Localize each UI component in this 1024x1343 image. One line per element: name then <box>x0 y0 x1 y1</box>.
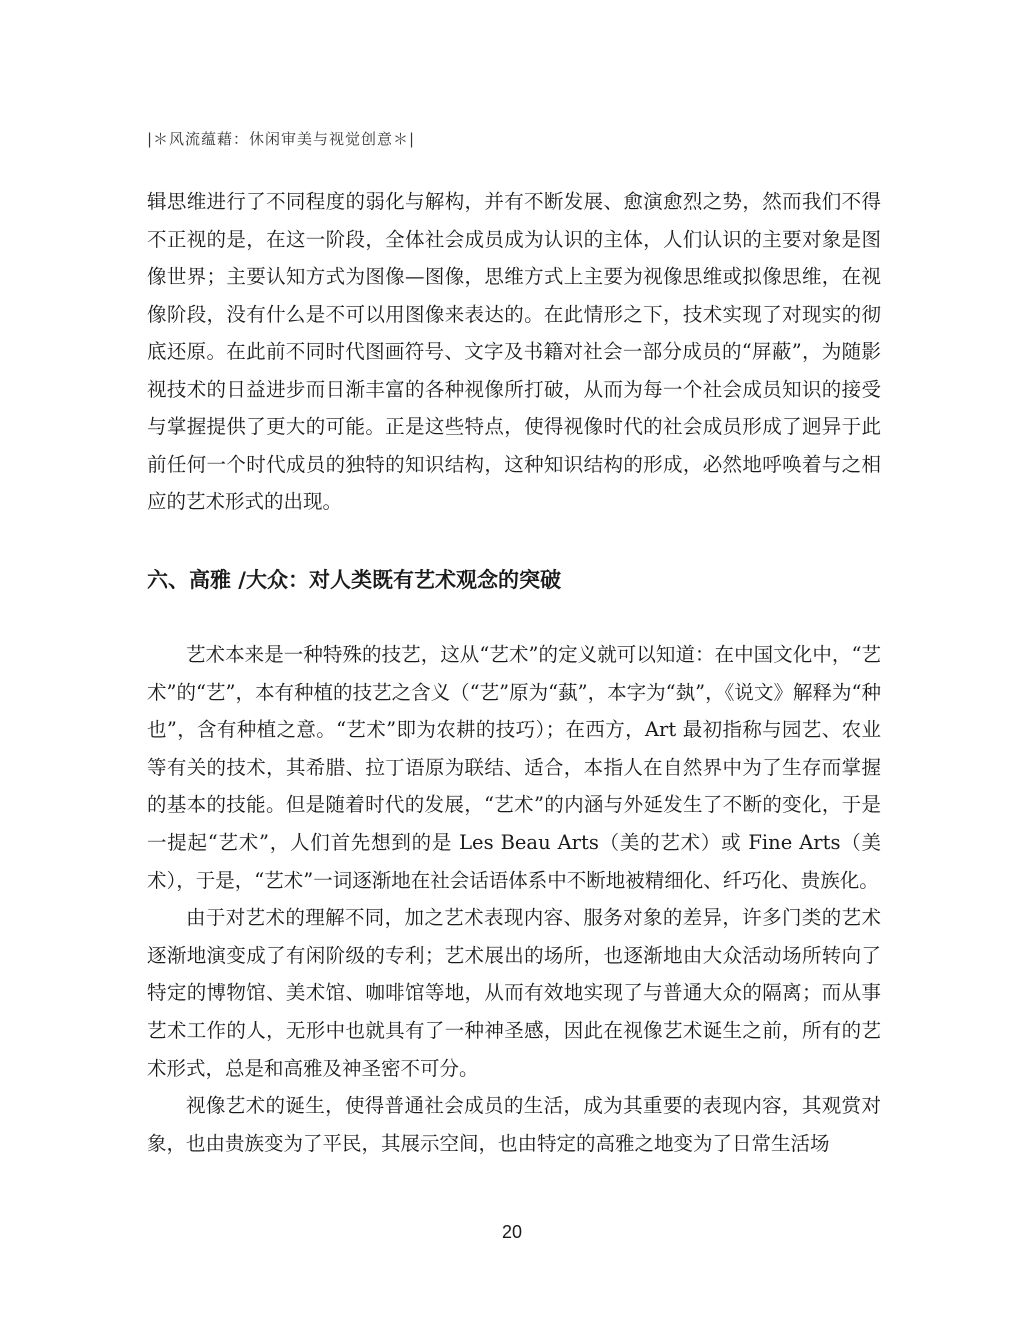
running-header: |＊风流蕴藉：休闲审美与视觉创意＊| <box>147 130 416 148</box>
paragraph: 视像艺术的诞生，使得普通社会成员的生活，成为其重要的表现内容，其观赏对象，也由贵族变为了平民，其展示空间，也由特定的高雅之地变为了日常生活场 <box>147 1094 881 1155</box>
body-text-top <box>147 183 881 521</box>
page-number: 20 <box>501 1222 523 1242</box>
paragraph: 由于对艺术的理解不同，加之艺术表现内容、服务对象的差异，许多门类的艺术逐渐地演变成了有闲阶级的专利；艺术展出的场所，也逐渐地由大众活动场所转向了特定的博物馆、美术馆、咖啡馆等地，从而有效地实现了与普通大众的隔离；而从事艺术工作的人，无形中也就具有了一种神圣感，因此在视像艺术诞生之前，所有的艺术形式，总是和高雅及神圣密不可分。 <box>147 906 881 1080</box>
paragraph: 艺术本来是一种特殊的技艺，这从“艺术”的定义就可以知道：在中国文化中，“艺术”的“艺”，本有种植的技艺之含义（“艺”原为“蓺”，本字为“埶”，《说文》解释为“种也”，含有种植之意。“艺术”即为农耕的技巧）；在西方，Art 最初指称与园艺、农业等有关的技术，其希腊、拉丁语原为联结、适合，本指人在自然界中为了生存而掌握的基本的技能。但是随着时代的发展，“艺术”的内涵与外延发生了不断的变化，于是一提起“艺术”，人们首先想到的是 Les Beau Arts（美的艺术）或 Fine Arts（美术），于是，“艺术”一词逐渐地在社会话语体系中不断地被精细化、纤巧化、贵族化。 <box>147 643 881 892</box>
section-heading: 六、高雅 /大众：对人类既有艺术观念的突破 <box>147 568 561 592</box>
body-text-section <box>147 636 881 1162</box>
continued-paragraph: 辑思维进行了不同程度的弱化与解构，并有不断发展、愈演愈烈之势，然而我们不得不正视的是，在这一阶段，全体社会成员成为认识的主体，人们认识的主要对象是图像世界；主要认知方式为图像—图像，思维方式上主要为视像思维或拟像思维，在视像阶段，没有什么是不可以用图像来表达的。在此情形之下，技术实现了对现实的彻底还原。在此前不同时代图画符号、文字及书籍对社会一部分成员的“屏蔽”，为随影视技术的日益进步而日渐丰富的各种视像所打破，从而为每一个社会成员知识的接受与掌握提供了更大的可能。正是这些特点，使得视像时代的社会成员形成了迥异于此前任何一个时代成员的独特的知识结构，这种知识结构的形成，必然地呼唤着与之相应的艺术形式的出现。 <box>147 190 881 513</box>
